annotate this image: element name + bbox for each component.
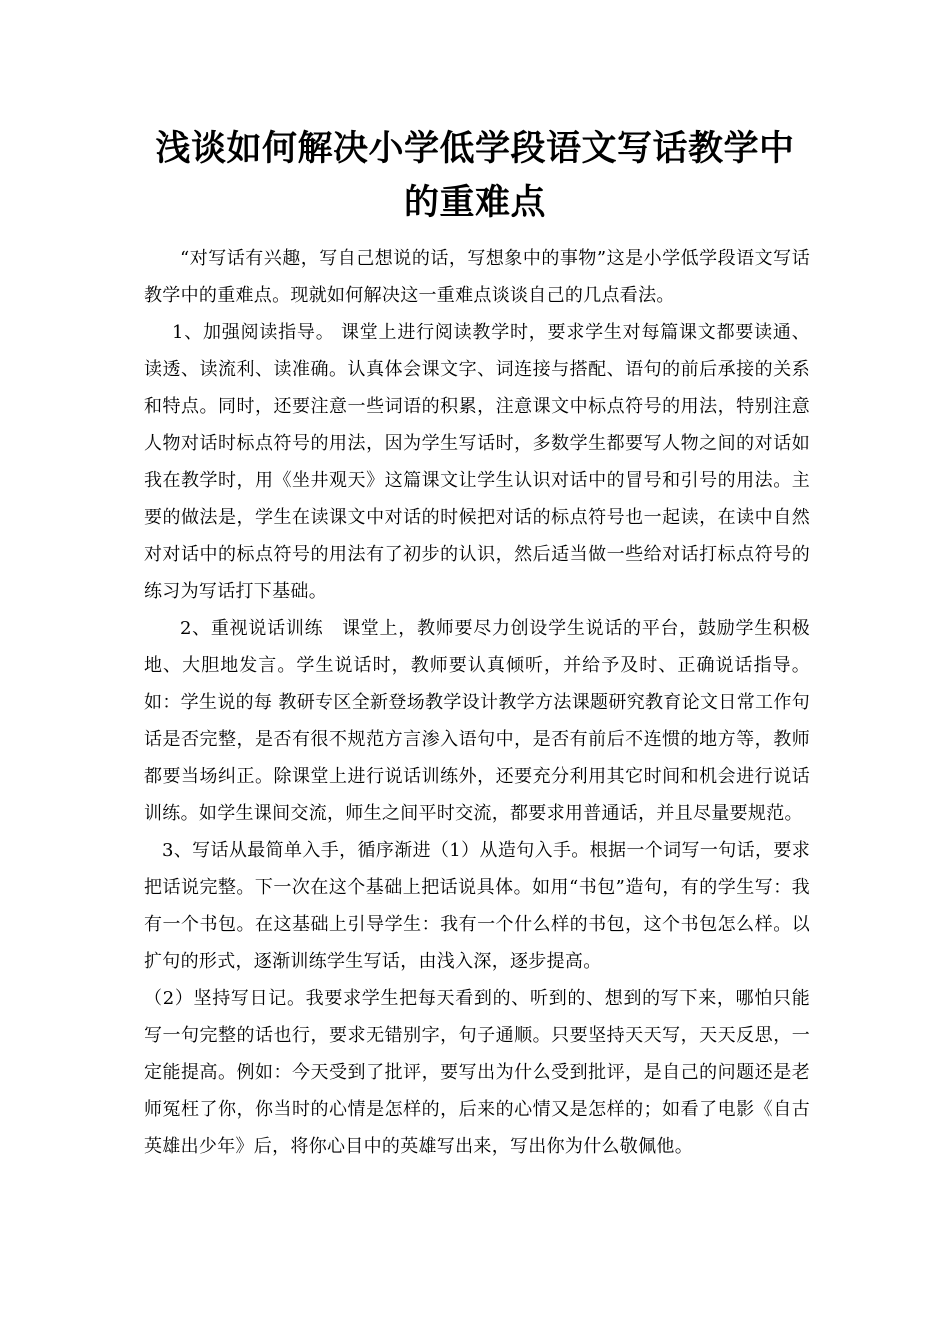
reading-guidance-paragraph: 1、加强阅读指导。 课堂上进行阅读教学时，要求学生对每篇课文都要读通、读透、读流利、读准确。认真体会课文字、词连接与搭配、语句的前后承接的关系和特点。同时，还要注意一些词语的积累，注意课文中标点符号的用法，特别注意人物对话时标点符号的用法，因为学生写话时，多数学生都要写人物之间的对话如我在教学时，用《坐井观天》这篇课文让学生认识对话中的冒号和引号的用法。主要的做法是，学生在读课文中对话的时候把对话的标点符号也一起读，在读中自然对对话中的标点符号的用法有了初步的认识，然后适当做一些给对话打标点符号的练习为写话打下基础。 [144,322,810,602]
speaking-training-paragraph: 2、重视说话训练 课堂上，教师要尽力创设学生说话的平台，鼓励学生积极地、大胆地发言。学生说话时，教师要认真倾听，并给予及时、正确说话指导。如：学生说的每 教研专区全新登场教学设计教学方法课题研究教育论文日常工作句话是否完整，是否有很不规范方言渗入语句中，是否有前后不连惯的地方等，教师都要当场纠正。除课堂上进行说话训练外，还要充分利用其它时间和机会进行说话训练。如学生课间交流，师生之间平时交流，都要求用普通话，并且尽量要规范。 [144,618,810,824]
document-title: 浅谈如何解决小学低学段语文写话教学中的重难点 [155,128,795,223]
intro-paragraph: “对写话有兴趣，写自己想说的话，写想象中的事物”这是小学低学段语文写话教学中的重难点。现就如何解决这一重难点谈谈自己的几点看法。 [144,248,810,306]
writing-steps-paragraph: 3、写话从最简单入手，循序渐进（1）从造句入手。根据一个词写一句话，要求把话说完整。下一次在这个基础上把话说具体。如用“书包”造句，有的学生写：我有一个书包。在这基础上引导学生：我有一个什么样的书包，这个书包怎么样。以扩句的形式，逐渐训练学生写话，由浅入深，逐步提高。 [144,840,810,972]
document-body [144,240,810,1165]
diary-paragraph: （2）坚持写日记。我要求学生把每天看到的、听到的、想到的写下来，哪怕只能写一句完整的话也行，要求无错别字，句子通顺。只要坚持天天写，天天反思，一定能提高。例如：今天受到了批评，要写出为什么受到批评，是自己的问题还是老师冤枉了你，你当时的心情是怎样的，后来的心情又是怎样的；如看了电影《自古英雄出少年》后，将你心目中的英雄写出来，写出你为什么敬佩他。 [144,988,810,1157]
